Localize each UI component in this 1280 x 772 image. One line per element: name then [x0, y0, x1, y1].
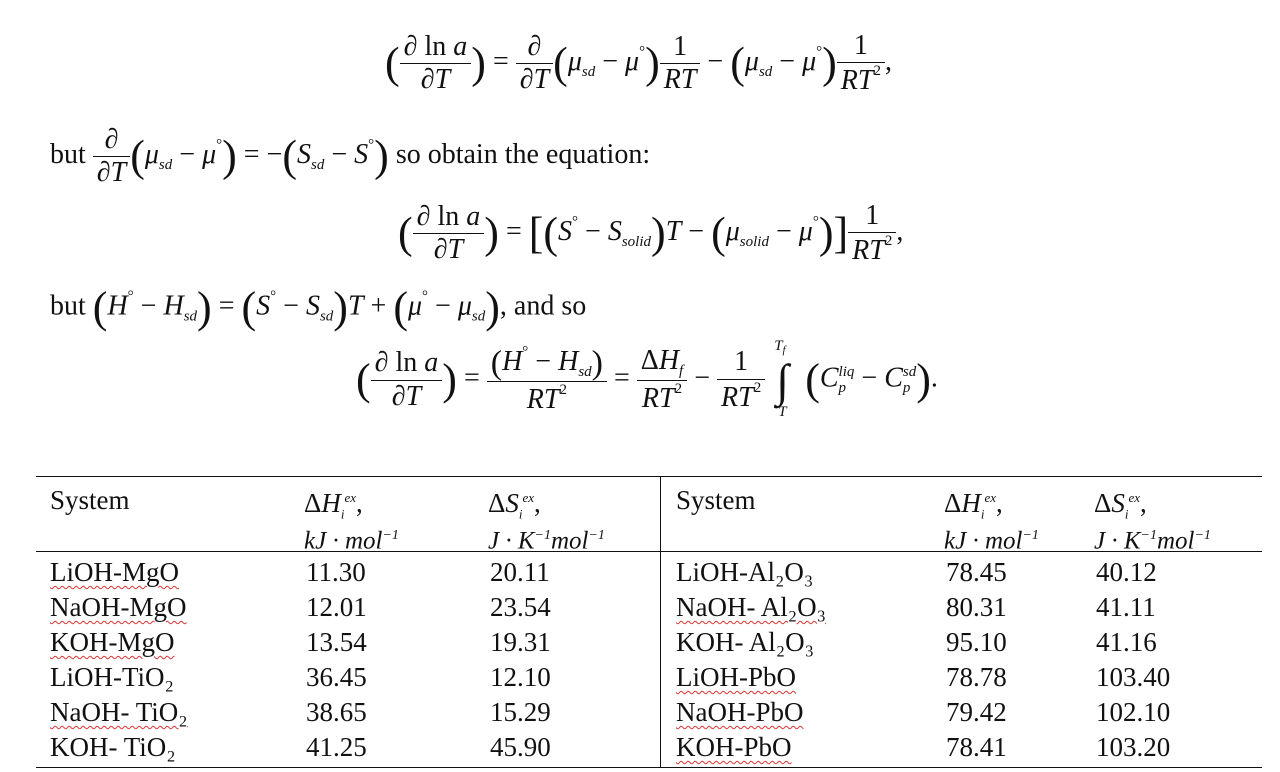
but-text: but: [50, 139, 86, 171]
table-row-dh: 78.78: [946, 662, 1007, 692]
header-system-left: System: [50, 485, 130, 515]
table-row-system: NaOH-MgO: [50, 592, 187, 622]
table-row-ds: 41.16: [1096, 627, 1157, 657]
table-row-ds: 41.11: [1096, 592, 1156, 622]
table-row-ds: 103.40: [1096, 662, 1171, 692]
equation-3: ( $\frac{\text{∂ ln a}}{\partial T}$ ) = $[(S^\circ - S_{solid})T - (\mu_{solid} - \mu^\circ)]$ $\frac{1}{RT^2}$ ,: [398, 200, 904, 267]
header-ds-left: $\Delta S_i^{ex}$,: [488, 488, 541, 522]
table-row-ds: 102.10: [1096, 697, 1171, 727]
equation-5: ( $\frac{\text{∂ ln a}}{\partial T}$ ) = $\frac{(H^\circ - H_{sd})}{RT^2}$ = $\frac{\Delta H_f}{RT^2}$ − $\frac{1}{RT^2}$ $T_f$ ∫ T (C liq p − C sd p ).: [356, 338, 938, 420]
header-ds-unit-right: $J \cdot K^{-1}mol^{-1}$: [1094, 527, 1211, 555]
but-text-2: but: [50, 290, 86, 322]
and-so-text: , and so: [499, 290, 587, 322]
table-row-ds: 12.10: [490, 662, 551, 692]
equation-1: ( $\frac{\text{∂ ln a}}{\partial T}$ ) = $\frac{\partial}{\partial T}$ $(\mu_{sd} - \mu^\circ)$ $\frac{1}{RT}$ − $(\mu_{sd} - \mu^\circ)$ $\frac{1}{RT^2}$ ,: [385, 30, 892, 97]
table-row-system: NaOH-PbO: [676, 697, 804, 727]
table-row-system: NaOH- Al₂O₃: [676, 592, 827, 622]
table-row-dh: 41.25: [306, 732, 367, 762]
table-row-ds: 15.29: [490, 697, 551, 727]
table-row-ds: 45.90: [490, 732, 551, 762]
table-row-dh: 38.65: [306, 697, 367, 727]
table-row-system: NaOH- TiO₂: [50, 697, 188, 727]
equation-line-4: but $(H^\circ - H_{sd}) = (S^\circ - S_{sd})T + (\mu^\circ - \mu_{sd})$, and so: [50, 283, 587, 332]
header-dh-unit-left: kJ · mol$^{-1}$: [304, 527, 399, 555]
table-row-system: KOH-MgO: [50, 627, 175, 657]
header-dh-unit-right: kJ · mol$^{-1}$: [944, 527, 1039, 555]
header-dh-right: $\Delta H_i^{ex}$,: [944, 488, 1003, 522]
table-row-dh: 78.41: [946, 732, 1007, 762]
table-row-system: KOH- Al₂O₃: [676, 627, 815, 657]
header-dh-left: $\Delta H_i^{ex}$,: [304, 488, 363, 522]
table-row-system: LiOH-Al₂O₃: [676, 557, 814, 587]
data-table: [36, 476, 1262, 768]
table-row-dh: 95.10: [946, 627, 1007, 657]
table-row-dh: 78.45: [946, 557, 1007, 587]
table-row-dh: 13.54: [306, 627, 367, 657]
header-ds-unit-left: $J \cdot K^{-1}mol^{-1}$: [488, 527, 605, 555]
table-row-system: KOH- TiO₂: [50, 732, 176, 762]
table-row-dh: 12.01: [306, 592, 367, 622]
table-row-ds: 23.54: [490, 592, 551, 622]
table-row-ds: 103.20: [1096, 732, 1171, 762]
equation-line-2: but $\frac{\partial}{\partial T}$ $(\mu_{sd} - \mu^\circ) = -(S_{sd} - S^\circ)$ so obtain the equation:: [50, 124, 651, 189]
table-row-dh: 79.42: [946, 697, 1007, 727]
table-row-dh: 11.30: [306, 557, 366, 587]
table-row-system: LiOH-MgO: [50, 557, 179, 587]
table-row-ds: 40.12: [1096, 557, 1157, 587]
table-row-dh: 36.45: [306, 662, 367, 692]
header-ds-right: $\Delta S_i^{ex}$,: [1094, 488, 1147, 522]
header-rule: [36, 551, 1262, 552]
table-row-ds: 19.31: [490, 627, 551, 657]
table-row-ds: 20.11: [490, 557, 550, 587]
column-divider: [660, 477, 661, 767]
obtain-text: so obtain the equation:: [395, 139, 651, 171]
table-row-system: LiOH-PbO: [676, 662, 796, 692]
table-row-system: LiOH-TiO₂: [50, 662, 174, 692]
table-row-system: KOH-PbO: [676, 732, 792, 762]
header-system-right: System: [676, 485, 756, 515]
table-row-dh: 80.31: [946, 592, 1007, 622]
